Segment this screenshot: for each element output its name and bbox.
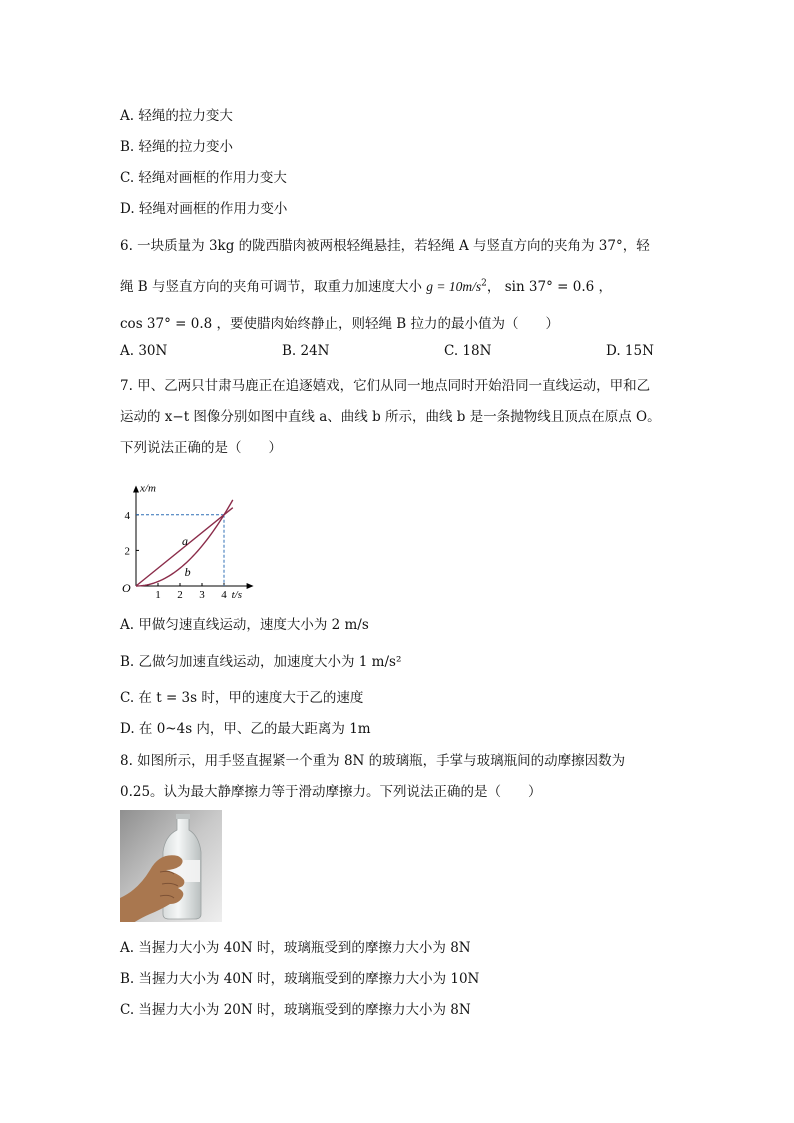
q5-option-b: B. 轻绳的拉力变小 — [120, 139, 234, 155]
origin-label: O — [122, 581, 131, 595]
q6-stem-line-3: cos 37° = 0.8 ，要使腊肉始终静止，则轻绳 B 拉力的最小值为（ ） — [120, 316, 559, 332]
q8-option-c: C. 当握力大小为 20N 时，玻璃瓶受到的摩擦力大小为 8N — [120, 1002, 471, 1018]
x-tick-label: 2 — [177, 589, 183, 601]
q6-stem-line-2 — [120, 275, 612, 295]
q6-sin-formula: ， sin 37° = 0.6 ， — [486, 279, 613, 295]
q6-option-b: B. 24N — [282, 343, 330, 359]
q8-stem-line-2: 0.25。认为最大静摩擦力等于滑动摩擦力。下列说法正确的是（ ） — [120, 784, 542, 800]
q8-option-a: A. 当握力大小为 40N 时，玻璃瓶受到的摩擦力大小为 8N — [120, 940, 471, 956]
hand-holding-bottle-photo — [120, 810, 222, 922]
q7-option-c: C. 在 t = 3s 时，甲的速度大于乙的速度 — [120, 690, 364, 706]
y-tick-label: 2 — [124, 545, 130, 558]
x-axis-label: t/s — [231, 589, 243, 601]
series-b-label: b — [184, 565, 191, 580]
x-tick-label: 1 — [155, 589, 161, 601]
q6-option-a: A. 30N — [120, 343, 168, 359]
q6-gravity-formula: g = 10m/s — [426, 279, 482, 294]
x-tick-label: 4 — [221, 589, 227, 601]
q7-option-b: B. 乙做匀加速直线运动，加速度大小为 1 m/s² — [120, 654, 402, 670]
q7-option-a: A. 甲做匀速直线运动，速度大小为 2 m/s — [120, 617, 369, 633]
q6-line2-text: 绳 B 与竖直方向的夹角可调节，取重力加速度大小 — [120, 279, 427, 295]
series-a-label: a — [182, 534, 188, 549]
q5-option-d: D. 轻绳对画框的作用力变小 — [120, 201, 288, 217]
q7-stem-line-1: 7. 甲、乙两只甘肃马鹿正在追逐嬉戏，它们从同一地点同时开始沿同一直线运动，甲和乙 — [120, 378, 651, 394]
q7-stem-line-2: 运动的 x−t 图像分别如图中直线 a、曲线 b 所示，曲线 b 是一条抛物线且顶点在原点 O。 — [120, 409, 661, 425]
q8-option-b: B. 当握力大小为 40N 时，玻璃瓶受到的摩擦力大小为 10N — [120, 971, 480, 987]
y-tick-label: 4 — [124, 509, 130, 522]
q7-stem-line-3: 下列说法正确的是（ ） — [120, 440, 282, 456]
q6-option-c: C. 18N — [444, 343, 492, 359]
q6-gravity-exponent: 2 — [481, 278, 487, 289]
q5-option-a: A. 轻绳的拉力变大 — [120, 108, 233, 124]
q8-stem-line-1: 8. 如图所示，用手竖直握紧一个重为 8N 的玻璃瓶，手掌与玻璃瓶间的动摩擦因数为 — [120, 753, 626, 769]
q6-stem-line-1: 6. 一块质量为 3kg 的陇西腊肉被两根轻绳悬挂，若轻绳 A 与竖直方向的夹角为 37°，轻 — [120, 238, 650, 254]
x-axis-arrow — [247, 583, 254, 589]
q6-option-d: D. 15N — [606, 343, 654, 359]
q7-option-d: D. 在 0~4s 内，甲、乙的最大距离为 1m — [120, 721, 371, 737]
x-tick-label: 3 — [199, 589, 205, 601]
y-axis-arrow — [133, 485, 139, 492]
y-axis-label: x/m — [140, 482, 156, 495]
q5-option-c: C. 轻绳对画框的作用力变大 — [120, 170, 287, 186]
xt-graph — [110, 462, 280, 604]
